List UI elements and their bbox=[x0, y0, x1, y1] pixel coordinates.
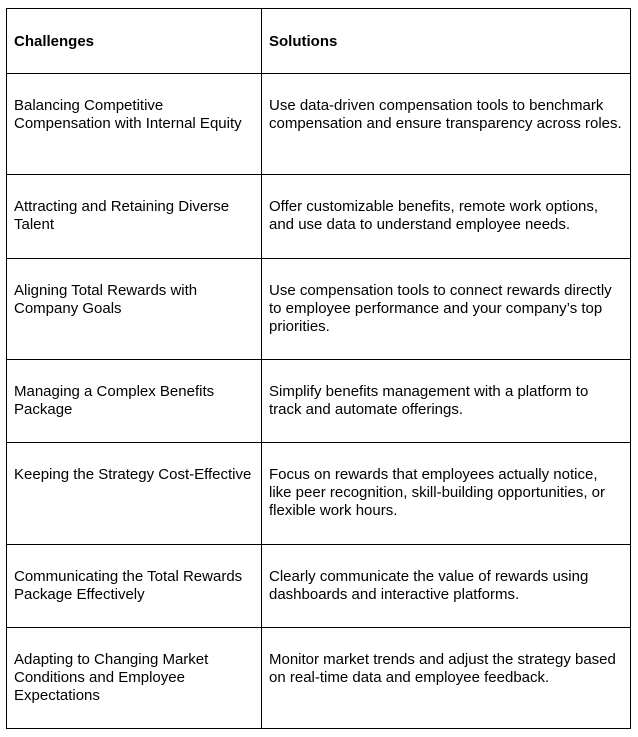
challenge-cell: Keeping the Strategy Cost-Effective bbox=[7, 443, 262, 545]
challenges-solutions-table bbox=[6, 8, 631, 729]
table-row bbox=[7, 74, 631, 175]
table-row bbox=[7, 545, 631, 628]
challenge-cell: Managing a Complex Benefits Package bbox=[7, 360, 262, 443]
column-header-solutions: Solutions bbox=[262, 9, 631, 74]
challenge-cell: Attracting and Retaining Diverse Talent bbox=[7, 175, 262, 259]
solution-cell: Focus on rewards that employees actually notice, like peer recognition, skill-building opportunities, or flexible work hours. bbox=[262, 443, 631, 545]
solution-cell: Use compensation tools to connect rewards directly to employee performance and your company’s top priorities. bbox=[262, 259, 631, 360]
challenge-cell: Communicating the Total Rewards Package Effectively bbox=[7, 545, 262, 628]
table-row bbox=[7, 628, 631, 729]
column-header-challenges: Challenges bbox=[7, 9, 262, 74]
solution-cell: Offer customizable benefits, remote work options, and use data to understand employee needs. bbox=[262, 175, 631, 259]
table-row bbox=[7, 360, 631, 443]
table-row bbox=[7, 259, 631, 360]
challenge-cell: Adapting to Changing Market Conditions and Employee Expectations bbox=[7, 628, 262, 729]
table-row bbox=[7, 175, 631, 259]
solution-cell: Use data-driven compensation tools to benchmark compensation and ensure transparency across roles. bbox=[262, 74, 631, 175]
solution-cell: Monitor market trends and adjust the strategy based on real-time data and employee feedback. bbox=[262, 628, 631, 729]
solution-cell: Clearly communicate the value of rewards using dashboards and interactive platforms. bbox=[262, 545, 631, 628]
table-header-row bbox=[7, 9, 631, 74]
challenge-cell: Balancing Competitive Compensation with Internal Equity bbox=[7, 74, 262, 175]
solution-cell: Simplify benefits management with a platform to track and automate offerings. bbox=[262, 360, 631, 443]
challenge-cell: Aligning Total Rewards with Company Goals bbox=[7, 259, 262, 360]
table-row bbox=[7, 443, 631, 545]
